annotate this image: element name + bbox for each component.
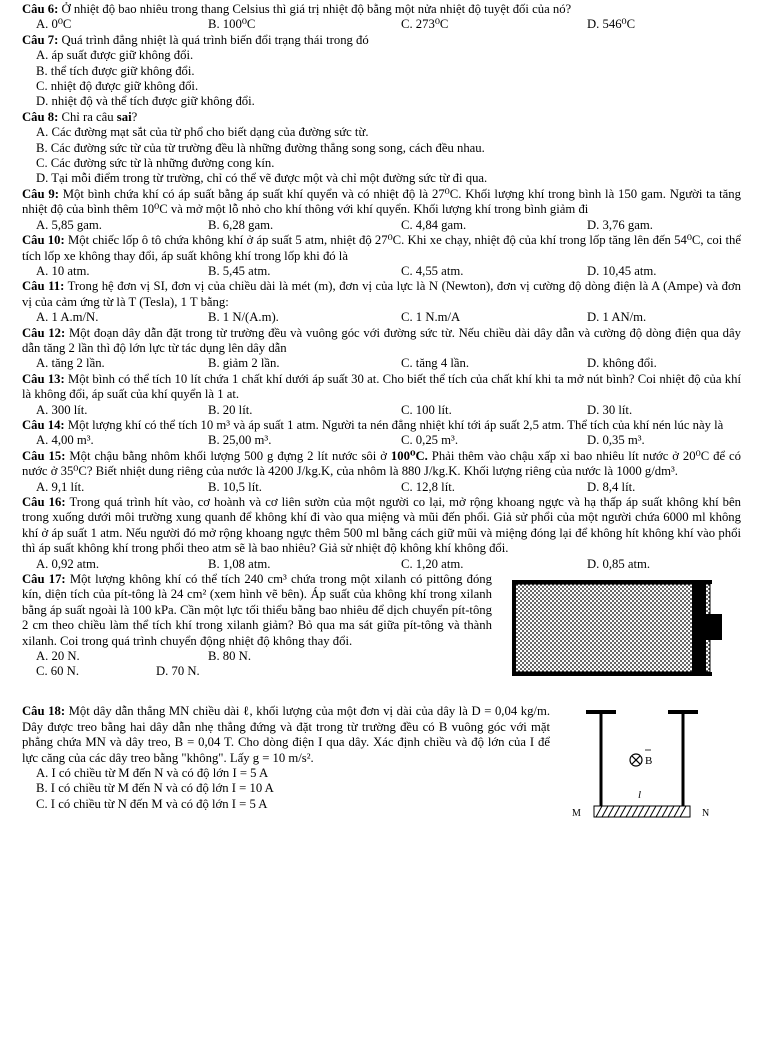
option-c[interactable]: C. I có chiều từ N đến M và có độ lớn I = 5 A bbox=[36, 796, 268, 811]
option-b[interactable]: B. I có chiều từ M đến N và có độ lớn I = 10 A bbox=[36, 781, 274, 796]
option-b[interactable]: B. 100⁰C bbox=[208, 17, 256, 32]
gas-region bbox=[514, 584, 710, 672]
question-8 bbox=[22, 110, 741, 125]
option-b[interactable]: B. 80 N. bbox=[208, 649, 251, 664]
left-support bbox=[586, 710, 616, 714]
piston bbox=[692, 584, 706, 672]
option-c[interactable]: C. 4,55 atm. bbox=[401, 263, 464, 278]
option-d[interactable]: D. 70 N. bbox=[156, 664, 200, 679]
b-field-into-page-icon bbox=[630, 754, 642, 766]
question-text: Một bình có thể tích 10 lít chứa 1 chất khí dưới áp suất 30 at. Cho biết thể tích của chất khí khi ta mở nút bình? Coi nhiệt độ của khí là không đổi, áp suất của khí quyển là 1 at. bbox=[22, 371, 741, 402]
question-number: Câu 16: bbox=[22, 495, 66, 509]
option-a[interactable]: A. 10 atm. bbox=[36, 263, 90, 278]
option-a[interactable]: A. Các đường mạt sắt của từ phổ cho biết dạng của đường sức từ. bbox=[36, 125, 369, 140]
options-18 bbox=[22, 766, 550, 812]
question-17-text-column bbox=[22, 572, 492, 682]
question-text: Một chậu bằng nhôm khối lượng 500 g đựng 2 lít nước sôi ở bbox=[69, 448, 391, 463]
option-c[interactable]: C. 12,8 lít. bbox=[401, 479, 455, 494]
option-a[interactable]: A. 20 N. bbox=[36, 649, 80, 664]
question-number: Câu 10: bbox=[22, 233, 65, 248]
question-number: Câu 17: bbox=[22, 572, 66, 587]
question-text: Một đoạn dây dẫn đặt trong từ trường đều và vuông góc với đường sức từ. Nếu chiều dài dây dẫn và cường độ dòng điện qua dây dẫn tăng 2 lần thì độ lớn lực từ tác dụng lên dây dẫn bbox=[22, 325, 741, 355]
options-15 bbox=[22, 480, 741, 495]
cylinder-wall-top bbox=[512, 580, 712, 584]
option-d[interactable]: D. 8,4 lít. bbox=[587, 479, 636, 494]
length-label: l bbox=[638, 789, 642, 802]
question-10 bbox=[22, 233, 741, 264]
option-c[interactable]: C. Các đường sức từ là những đường cong kín. bbox=[36, 156, 275, 171]
options-6 bbox=[22, 17, 741, 32]
option-c[interactable]: C. 1,20 atm. bbox=[401, 556, 464, 571]
options-12 bbox=[22, 356, 741, 371]
question-number: Câu 12: bbox=[22, 325, 66, 340]
option-a[interactable]: A. 300 lít. bbox=[36, 402, 88, 417]
cylinder-wall-left bbox=[512, 580, 516, 676]
option-b[interactable]: B. thể tích được giữ không đổi. bbox=[36, 63, 195, 78]
question-14 bbox=[22, 418, 741, 433]
option-c[interactable]: C. 1 N.m/A bbox=[401, 310, 461, 325]
option-a[interactable]: A. tăng 2 lần. bbox=[36, 356, 105, 371]
question-text: Trong hệ đơn vị SI, đơn vị của chiều dài là mét (m), đơn vị của lực là N (Newton), đơn vị cường độ dòng điện là A (Ampe) và đơn vị của cảm ứng từ là T (Tesla), 1 T bằng: bbox=[22, 279, 741, 309]
option-c[interactable]: C. 60 N. bbox=[36, 664, 79, 679]
option-c[interactable]: C. nhiệt độ được giữ không đổi. bbox=[36, 79, 199, 94]
question-18-block bbox=[22, 704, 741, 832]
option-b[interactable]: B. 1 N/(A.m). bbox=[208, 310, 279, 325]
cylinder-figure bbox=[492, 572, 741, 682]
option-d[interactable]: D. nhiệt độ và thể tích được giữ không đổi. bbox=[36, 94, 255, 109]
option-d[interactable]: D. 0,85 atm. bbox=[587, 556, 651, 571]
question-13 bbox=[22, 372, 741, 403]
option-b[interactable]: B. 20 lít. bbox=[208, 402, 253, 417]
question-18 bbox=[22, 704, 550, 766]
options-11 bbox=[22, 310, 741, 325]
question-number: Câu 13: bbox=[22, 371, 65, 386]
question-number: Câu 8: bbox=[22, 109, 59, 124]
option-c[interactable]: C. 100 lít. bbox=[401, 402, 452, 417]
option-a[interactable]: A. 0,92 atm. bbox=[36, 556, 100, 571]
option-a[interactable]: A. 1 A.m/N. bbox=[36, 310, 99, 325]
emphasis-word: sai bbox=[116, 109, 132, 124]
hanging-wire-diagram bbox=[566, 708, 726, 828]
option-d[interactable]: D. 10,45 atm. bbox=[587, 263, 657, 278]
question-11 bbox=[22, 279, 741, 310]
question-6 bbox=[22, 2, 741, 17]
question-text: Chỉ ra câu bbox=[61, 109, 117, 124]
option-d[interactable]: D. không đổi. bbox=[587, 356, 657, 371]
option-a[interactable]: A. 0⁰C bbox=[36, 17, 72, 32]
question-text: Ở nhiệt độ bao nhiêu trong thang Celsius thì giá trị nhiệt độ bằng một nửa nhiệt độ tuyệt đối của nó? bbox=[61, 2, 572, 16]
option-b[interactable]: B. 25,00 m³. bbox=[208, 433, 272, 448]
question-17 bbox=[22, 572, 492, 649]
question-text: Một bình chứa khí có áp suất bằng áp suất khí quyển và có nhiệt độ là 27⁰C. Khối lượng khí trong bình là 150 gam. Người ta tăng nhiệt độ của bình thêm 10⁰C và mở một lỗ nhỏ cho khí thông với khí quyển. Khối lượng khí trong bình giảm đi bbox=[22, 186, 741, 217]
option-c[interactable]: C. 0,25 m³. bbox=[401, 433, 459, 448]
question-18-text-column bbox=[22, 704, 550, 832]
cylinder-piston-diagram bbox=[512, 580, 722, 678]
b-label: B bbox=[645, 755, 653, 768]
option-b[interactable]: B. giảm 2 lần. bbox=[208, 356, 280, 371]
question-text: Trong quá trình hít vào, cơ hoành và cơ liên sườn của một người co lại, mở rộng khoang ngực và hạ thấp áp suất không khí bên trong xuống dưới môi trường xung quanh để không khí đi vào qua miệng và mũi đến phổi. Giả sử phổi của một người chứa 6000 ml không khí ở áp suất 1 atm. Nếu người đó mở rộng khoang ngực thêm 500 ml bằng cách giữ mũi và miệng đóng lại để không hít không khí vào phổi thì áp suất không khí trong phổi theo atm sẽ là bao nhiêu? Giả sử nhiệt độ không khí không đổi. bbox=[22, 495, 741, 556]
option-c[interactable]: C. 273⁰C bbox=[401, 17, 449, 32]
option-d[interactable]: D. Tại mỗi điểm trong từ trường, chỉ có thể vẽ được một và chỉ một đường sức từ đi qua. bbox=[36, 171, 488, 186]
question-number: Câu 11: bbox=[22, 279, 65, 294]
options-8 bbox=[22, 125, 741, 187]
options-9 bbox=[22, 218, 741, 233]
option-a[interactable]: A. I có chiều từ M đến N và có độ lớn I = 5 A bbox=[36, 766, 269, 781]
option-a[interactable]: A. áp suất được giữ không đổi. bbox=[36, 48, 194, 63]
options-7 bbox=[22, 48, 741, 110]
question-16 bbox=[22, 495, 741, 557]
option-d[interactable]: D. 30 lít. bbox=[587, 402, 633, 417]
m-label: M bbox=[572, 808, 581, 820]
option-b[interactable]: B. Các đường sức từ của từ trường đều là những đường thẳng song song, cách đều nhau. bbox=[36, 140, 485, 155]
right-support bbox=[668, 710, 698, 714]
question-12 bbox=[22, 326, 741, 357]
question-7 bbox=[22, 33, 741, 48]
option-d[interactable]: D. 546⁰C bbox=[587, 17, 636, 32]
question-text: Một lượng khí có thể tích 10 m³ và áp suất 1 atm. Người ta nén đẳng nhiệt khí tới áp suất 2,5 atm. Thể tích của khí nén lúc này là bbox=[67, 417, 724, 432]
option-b[interactable]: B. 1,08 atm. bbox=[208, 556, 271, 571]
option-d[interactable]: D. 3,76 gam. bbox=[587, 217, 653, 232]
options-13 bbox=[22, 403, 741, 418]
option-b[interactable]: B. 10,5 lít. bbox=[208, 479, 262, 494]
option-a[interactable]: A. 4,00 m³. bbox=[36, 433, 94, 448]
question-text-end: ? bbox=[131, 109, 138, 124]
question-text: Một lượng không khí có thể tích 240 cm³ chứa trong một xilanh có pittông đóng kín, diện tích của pít-tông là 24 cm² (xem hình vẽ bên). Áp suất của không khí trong xilanh bằng áp suất ngoài là 100 kPa. Cần một lực tối thiểu bằng bao nhiêu để dịch chuyển pít-tông 2 cm theo chiều làm thể tích khí trong xilanh giảm? Bỏ qua ma sát giữa pít-tông và thành xilanh. Coi trong quá trình chuyển động nhiệt độ không thay đổi. bbox=[22, 572, 492, 648]
emphasis-value: 100⁰C. bbox=[390, 448, 428, 463]
n-label: N bbox=[702, 808, 710, 820]
question-text: Quá trình đẳng nhiệt là quá trình biến đổi trạng thái trong đó bbox=[61, 32, 369, 47]
question-number: Câu 15: bbox=[22, 448, 66, 463]
options-10 bbox=[22, 264, 741, 279]
question-text-end: Phải thêm vào chậu xấp xỉ bao nhiêu lít nước ở 20⁰C để có nước ở 35⁰C? Biết nhiệt dung riêng của nước là 4200 J/kg.K, của nhôm là 880 J/kg.K. Khối lượng riêng của nước là 1000 g/dm³. bbox=[22, 448, 741, 479]
piston-rod bbox=[706, 614, 722, 640]
option-b[interactable]: B. 6,28 gam. bbox=[208, 217, 274, 232]
option-d[interactable]: D. 0,35 m³. bbox=[587, 433, 645, 448]
option-a[interactable]: A. 5,85 gam. bbox=[36, 217, 102, 232]
question-number: Câu 18: bbox=[22, 704, 66, 719]
option-c[interactable]: C. tăng 4 lần. bbox=[401, 356, 470, 371]
option-b[interactable]: B. 5,45 atm. bbox=[208, 263, 271, 278]
question-number: Câu 9: bbox=[22, 186, 59, 201]
question-number: Câu 14: bbox=[22, 417, 65, 432]
option-c[interactable]: C. 4,84 gam. bbox=[401, 217, 467, 232]
option-a[interactable]: A. 9,1 lít. bbox=[36, 479, 85, 494]
question-number: Câu 6: bbox=[22, 2, 59, 16]
question-number: Câu 7: bbox=[22, 32, 59, 47]
question-17-block bbox=[22, 572, 741, 682]
question-9 bbox=[22, 187, 741, 218]
options-17 bbox=[22, 649, 492, 680]
options-16 bbox=[22, 557, 741, 572]
question-15 bbox=[22, 449, 741, 480]
question-text: Một dây dẫn thẳng MN chiều dài ℓ, khối lượng của một đơn vị dài của dây là D = 0,04 kg/m. Dây được treo bằng hai dây dẫn nhẹ thẳng đứng và đặt trong từ trường đều có B vuông góc với mặt phẳng chứa MN và dây treo, B = 0,04 T. Cho dòng điện I qua dây. Xác định chiều và độ lớn của I để lực căng của các dây treo bằng "không". Lấy g = 10 m/s². bbox=[22, 704, 550, 765]
cylinder-wall-bottom bbox=[512, 672, 712, 676]
options-14 bbox=[22, 433, 741, 448]
question-text: Một chiếc lốp ô tô chứa không khí ở áp suất 5 atm, nhiệt độ 27⁰C. Khi xe chạy, nhiệt độ của khí trong lốp tăng lên đến 54⁰C, coi thể tích lốp xe không thay đổi, áp suất không khí trong lốp khi đó là bbox=[22, 233, 742, 263]
option-d[interactable]: D. 1 AN/m. bbox=[587, 310, 647, 325]
wire-figure bbox=[550, 704, 736, 832]
